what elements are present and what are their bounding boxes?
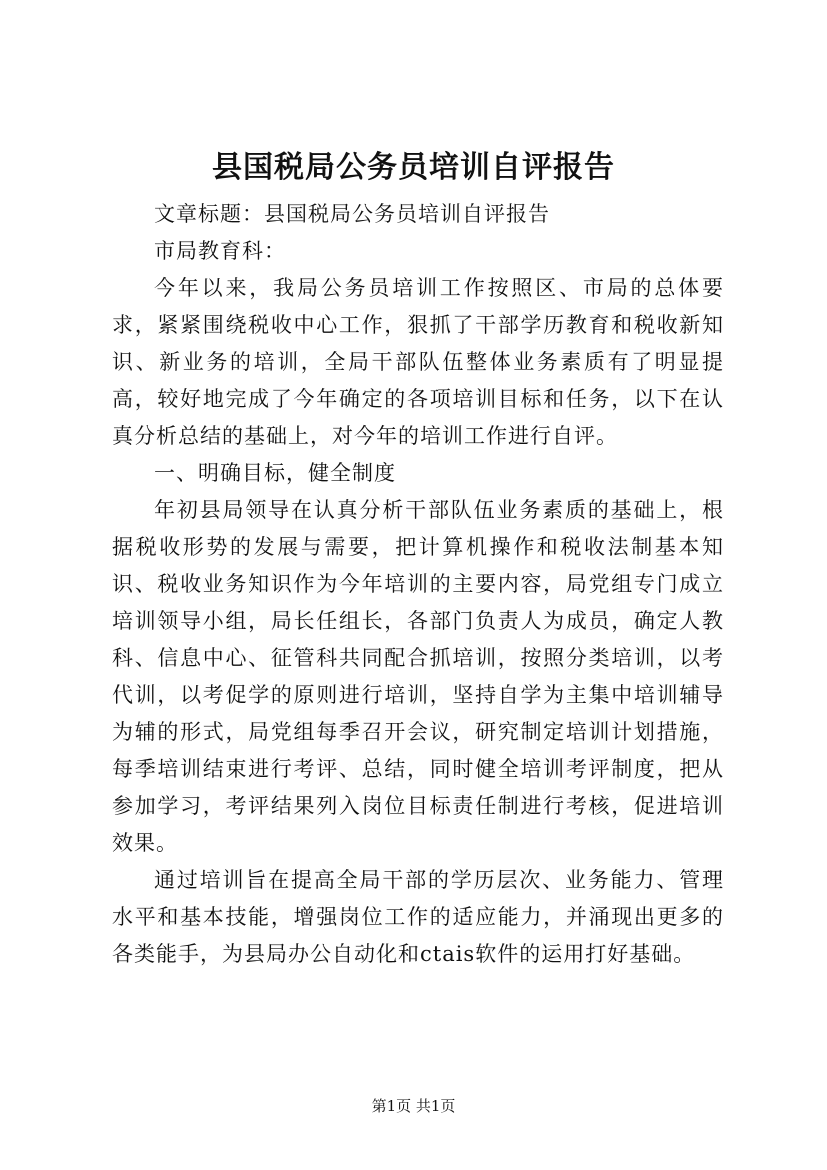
body-paragraph: 通过培训旨在提高全局干部的学历层次、业务能力、管理水平和基本技能，增强岗位工作的适应能力，并涌现出更多的各类能手，为县局办公自动化和ctais软件的运用打好基础。 (112, 868, 724, 966)
body-paragraph: 今年以来，我局公务员培训工作按照区、市局的总体要求，紧紧围绕税收中心工作，狠抓了干部学历教育和税收新知识、新业务的培训，全局干部队伍整体业务素质有了明显提高，较好地完成了今年确定的各项培训目标和任务，以下在认真分析总结的基础上，对今年的培训工作进行自评。 (112, 276, 724, 448)
page-number-footer: 第1页 共1页 (371, 1097, 456, 1115)
document-body (112, 196, 724, 973)
body-paragraph: 年初县局领导在认真分析干部队伍业务素质的基础上，根据税收形势的发展与需要，把计算机操作和税收法制基本知识、税收业务知识作为今年培训的主要内容，局党组专门成立培训领导小组，局长任组长，各部门负责人为成员，确定人教科、信息中心、征管科共同配合抓培训，按照分类培训，以考代训，以考促学的原则进行培训，坚持自学为主集中培训辅导为辅的形式，局党组每季召开会议，研究制定培训计划措施，每季培训结束进行考评、总结，同时健全培训考评制度，把从参加学习，考评结果列入岗位目标责任制进行考核，促进培训效果。 (112, 498, 724, 855)
article-title-line: 文章标题：县国税局公务员培训自评报告 (154, 202, 550, 226)
section-heading: 一、明确目标，健全制度 (154, 461, 396, 485)
addressee-line: 市局教育科： (154, 239, 286, 263)
document-title: 县国税局公务员培训自评报告 (212, 150, 615, 185)
